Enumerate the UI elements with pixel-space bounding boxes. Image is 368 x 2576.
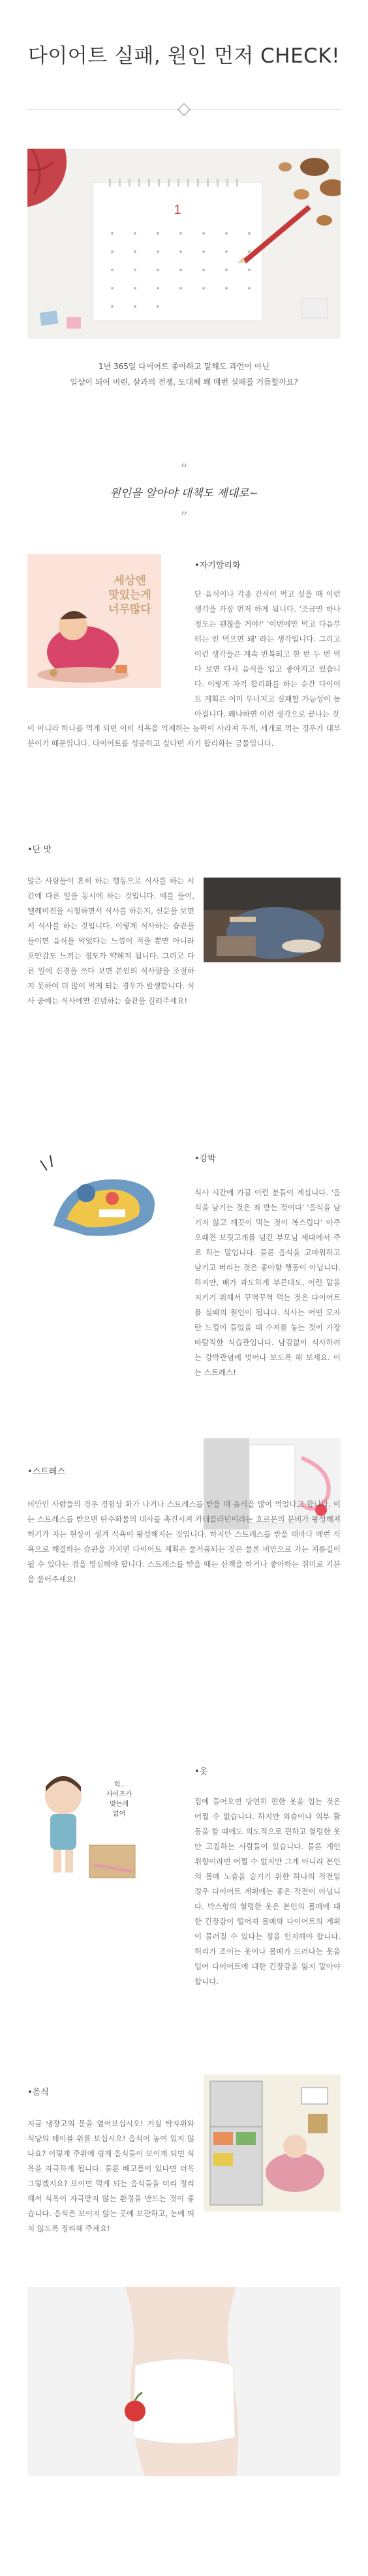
compulsion-illustration bbox=[27, 1147, 171, 1245]
section-body-rationalization-cont: 이 아니라 하나를 먹게 되면 이미 식욕을 억제하는 능력이 사라져 두개, 세개로 먹는 경우가 대부분이기 때문입니다. 다이어트를 성공하고 싶다면 자기 합리화는 금물입니다. bbox=[27, 724, 341, 748]
intro-caption bbox=[0, 359, 368, 390]
section-body-stress-wrap bbox=[27, 1497, 341, 1712]
section-body-stress: 비만인 사람들의 경우 경험상 화가 나거나 스트레스를 받을 때 음식을 많이 먹었다고 합니다. 이는 스트레스를 받으면 탄수화물의 대사를 촉진시켜 카테콜라민이라는 호르몬의 분비가 왕성해져 허기가 지는 현상이 생겨 식욕이 왕성해지는 것입니다. 하지만 스트레스를 받을 때마다 매번 식욕으로 해결하는 습관을 가지면 다이어트 계획은 물거품되는 것은 물론 비만으로 가는 지름길이 될 수 있다는 점을 명심해야 합니다. 스트레스를 받을 때는 산책을 하거나 좋아하는 취미로 기분을 풀어주세요! bbox=[27, 1500, 341, 1584]
section-title-sweet: •단 맛 bbox=[27, 845, 52, 855]
page-title: 다이어트 실패, 원인 먼저 CHECK! bbox=[27, 44, 341, 68]
section-body-food-wrap bbox=[27, 2116, 194, 2253]
section-body-clothes-wrap bbox=[194, 1794, 341, 2036]
divider-diamond bbox=[177, 103, 191, 116]
quote-open-mark: “ bbox=[180, 462, 188, 478]
section-body-rationalization-side bbox=[194, 587, 341, 722]
section-title-clothes: •옷 bbox=[194, 1767, 208, 1777]
quote-text: 원인을 알아야 대책도 제대로~ bbox=[110, 487, 258, 500]
intro-caption-line1: 1년 365일 다이어트 좋아하고 말해도 과언이 아닌 bbox=[98, 362, 270, 371]
illustration-handwriting: 세상엔 맛있는게 너무많다 bbox=[108, 574, 151, 616]
section-body-rationalization: 단 음식이나 각종 간식이 먹고 싶을 때 이런 생각을 가장 먼저 하게 됩니다. '조금만 하나 정도는 괜찮을 거야!' '이번에만 먹고 다음부터는 안 먹으면 돼' 라는 생각입니다. 그리고 이런 생각들은 계속 반복되고 한 번 두 번 먹다 보면 다시 음식을 입고 좋아지고 있습니다. 이렇게 자기 합리화를 하는 순간 다이어트 계획은 이미 무너지고 실패할 가능성이 높아집니다. 왜냐하면 이런 생각으로 끝나는 것 bbox=[194, 589, 341, 718]
section-body-sweet-wrap bbox=[27, 874, 194, 1011]
section-body-clothes: 집에 들어오면 당연히 편한 옷을 입는 것은 어쩔 수 없습니다. 하지만 외출이나 외부 활동을 할 때에도 의도적으로 편하고 헐렁한 옷만 고집하는 사람들이 있습니다. 물론 개인 취향이라면 어쩔 수 없지만 그게 아니라 본인의 몸매 노출을 숨기기 위한 하나의 작전일 경우 다이어트 계획에는 좋은 작전이 아닙니다. 박스형의 헐렁한 옷은 본인의 몸매에 대한 긴장감이 떨어져 몸매와 다이어트의 계획이 물러질 수 있다는 점을 인지해야 합니다. 허리가 조이는 옷이나 몸매가 드러나는 옷을 입어 다이어트에 대한 긴장감을 잃지 말아야 합니다. bbox=[194, 1797, 341, 1986]
intro-caption-line2: 일상이 되어 버린, 살과의 전쟁, 도대체 왜 매번 실패를 거듭할까요? bbox=[70, 378, 298, 387]
section-title-food: •음식 bbox=[27, 2088, 49, 2097]
eating-tv-photo bbox=[204, 878, 341, 962]
section-title-stress: •스트레스 bbox=[27, 1467, 65, 1477]
bottom-body-photo bbox=[27, 2287, 341, 2476]
section-title-compulsion: •강박 bbox=[194, 1154, 216, 1164]
fridge-illustration bbox=[204, 2075, 341, 2212]
quote-close-mark: ” bbox=[180, 510, 188, 526]
clothes-illustration bbox=[27, 1760, 158, 1891]
section-body-compulsion-wrap bbox=[194, 1185, 341, 1394]
calendar-month-number: 1 bbox=[174, 203, 181, 217]
section-body-food: 지금 냉장고의 문을 열어보십시오! 거실 탁자위와 식당의 테이블 위를 보십시오! 음식이 놓여 있지 않나요? 이렇게 주위에 쉽게 음식들이 보이게 되면 식욕을 자극하게 됩니다. 물론 배고픔이 있다면 더욱 그렇겠지요? 보이면 먹게 되는 음식들을 미리 정리해서 식욕이 자극받지 않는 환경을 만드는 것이 좋습니다. 음식은 보이지 않는 곳에 보관하고, 눈에 띄지 않도록 정리해 주세요! bbox=[27, 2119, 194, 2233]
section-title-rationalization: •자기합리화 bbox=[194, 561, 241, 570]
hero-calendar-image bbox=[27, 149, 341, 339]
clothes-speech-bubble: 헉.. 사이즈가 맞는게 없어 bbox=[106, 1781, 132, 1818]
section-body-compulsion: 식사 시간에 가끔 이런 분들이 계십니다. '음식을 남기는 것은 죄 받는 것이다' '음식을 남기지 않고 깨끗이 먹는 것이 복스럽다' 아주 오래전 보릿고개를 넘긴 부모님 세대에서 주로 하는 말입니다. 물론 음식을 고마워하고 남기고 버리는 것은 좋아할 행동이 아닙니다. 하지만, 배가 과도하게 부른데도, 이런 말을 지키기 위해서 꾸역꾸역 먹는 것은 다이어트를 실패의 원인이 됩니다. 식사는 어떤 모자란 느낌이 들었을 때 수저를 놓는 것이 가장 바람직한 식습관입니다. 남김없이 식사하려는 강박관념에 벗어나 보도록 해 보세요. 이는 스트레스! bbox=[194, 1188, 341, 1377]
rationalization-illustration bbox=[27, 554, 161, 688]
section-body-sweet: 많은 사람들이 흔히 하는 행동으로 식사를 하는 시간에 다른 일을 동시에 하는 것입니다. 예를 들어, 텔레비전을 시청하면서 식사를 하든지, 신문을 보면서 식사를 하는 것입니다. 이렇게 식사하는 습관을 들이면 음식을 먹었다는 느낌이 적을 뿐만 아니라 포만감도 느끼는 정도가 약해져 됩니다. 그리고 다른 일에 신경을 쓰다 보면 본인의 식사량을 조절하지 못하여 더 많이 먹게 되는 경우가 발생합니다. 식사 중에는 식사에만 전념하는 습관을 길러주세요! bbox=[27, 876, 194, 1005]
